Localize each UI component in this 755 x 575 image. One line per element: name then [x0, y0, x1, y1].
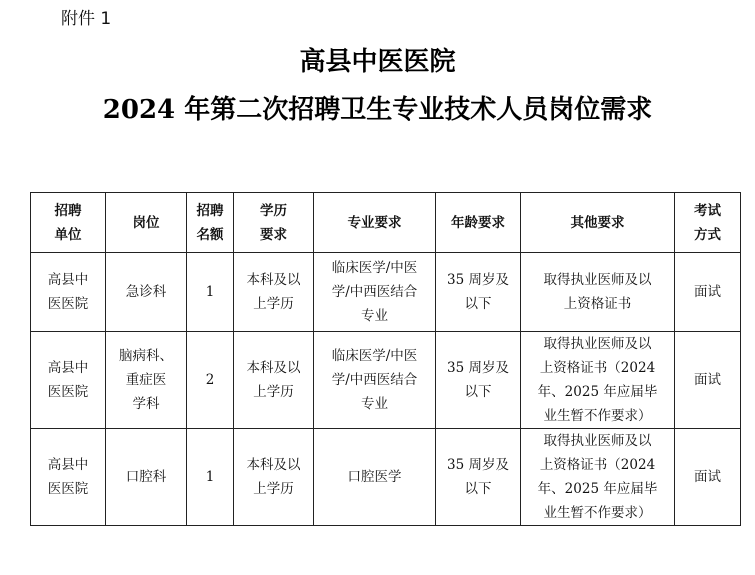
cell-unit: 高县中 医医院 [31, 332, 106, 429]
cell-age: 35 周岁及 以下 [436, 429, 521, 526]
cell-quota: 1 [187, 253, 234, 332]
attachment-label: 附件 1 [61, 9, 112, 29]
table-header-row [31, 193, 741, 253]
table-row [31, 253, 741, 332]
cell-other: 取得执业医师及以 上资格证书 [521, 253, 675, 332]
header-quota: 招聘 名额 [187, 193, 234, 253]
cell-unit: 高县中 医医院 [31, 429, 106, 526]
document-title: 高县中医医院 [299, 47, 456, 77]
table-row [31, 332, 741, 429]
header-education: 学历 要求 [234, 193, 314, 253]
cell-major: 临床医学/中医 学/中西医结合 专业 [314, 332, 436, 429]
header-other: 其他要求 [521, 193, 675, 253]
cell-quota: 2 [187, 332, 234, 429]
cell-other: 取得执业医师及以 上资格证书（2024 年、2025 年应届毕 业生暂不作要求） [521, 332, 675, 429]
cell-exam-method: 面试 [675, 429, 741, 526]
cell-age: 35 周岁及 以下 [436, 332, 521, 429]
cell-exam-method: 面试 [675, 332, 741, 429]
cell-quota: 1 [187, 429, 234, 526]
header-exam-method: 考试 方式 [675, 193, 741, 253]
header-age: 年龄要求 [436, 193, 521, 253]
header-position: 岗位 [106, 193, 187, 253]
cell-major: 口腔医学 [314, 429, 436, 526]
cell-other: 取得执业医师及以 上资格证书（2024 年、2025 年应届毕 业生暂不作要求） [521, 429, 675, 526]
cell-position: 脑病科、 重症医 学科 [106, 332, 187, 429]
cell-education: 本科及以 上学历 [234, 253, 314, 332]
header-major: 专业要求 [314, 193, 436, 253]
cell-education: 本科及以 上学历 [234, 332, 314, 429]
position-requirements-table [30, 192, 741, 526]
table-row [31, 429, 741, 526]
cell-education: 本科及以 上学历 [234, 429, 314, 526]
cell-age: 35 周岁及 以下 [436, 253, 521, 332]
cell-unit: 高县中 医医院 [31, 253, 106, 332]
header-recruiting-unit: 招聘 单位 [31, 193, 106, 253]
cell-position: 口腔科 [106, 429, 187, 526]
cell-major: 临床医学/中医 学/中西医结合 专业 [314, 253, 436, 332]
cell-position: 急诊科 [106, 253, 187, 332]
cell-exam-method: 面试 [675, 253, 741, 332]
document-subtitle: 2024 年第二次招聘卫生专业技术人员岗位需求 [102, 95, 653, 125]
